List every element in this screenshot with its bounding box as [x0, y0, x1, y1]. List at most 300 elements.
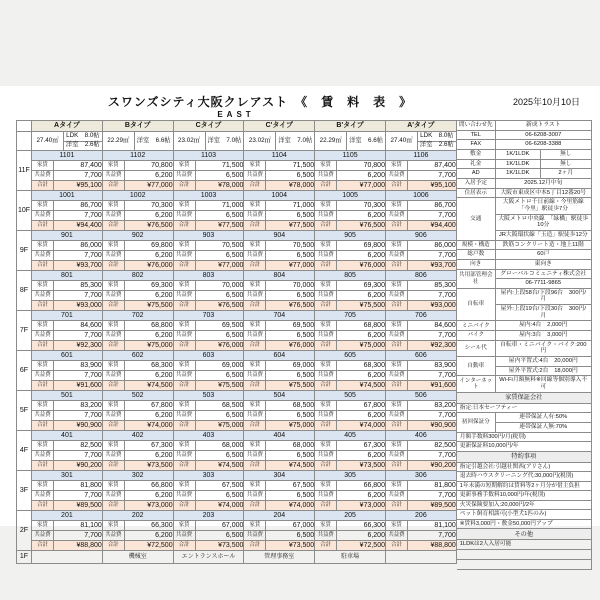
size-layout	[386, 132, 456, 150]
fee-value: 6,500	[266, 411, 315, 421]
fee-row	[17, 491, 457, 501]
sidebar-label: 自転車	[457, 289, 496, 321]
room-number-cell: 401	[32, 431, 103, 441]
type-size-cell	[315, 132, 386, 151]
room-number-row	[17, 271, 457, 281]
fee-label: 共益費	[173, 331, 195, 341]
total-label: 合計	[173, 181, 195, 191]
sidebar-row	[457, 179, 591, 189]
sidebar-row	[457, 413, 591, 432]
fee-value: 6,500	[195, 531, 244, 541]
total-value: ¥90,200	[407, 461, 456, 471]
total-row	[17, 181, 457, 191]
floor-label: 4F	[17, 431, 32, 471]
fee-label: 共益費	[173, 531, 195, 541]
fee-label: 共益費	[385, 291, 407, 301]
rent-value: 67,500	[195, 481, 244, 491]
total-value: ¥89,500	[407, 501, 456, 511]
fee-row	[17, 171, 457, 181]
fee-value: 6,200	[124, 531, 173, 541]
room-number-cell: 602	[102, 351, 173, 361]
room-number-cell: 501	[32, 391, 103, 401]
room-number-cell: 706	[385, 311, 456, 321]
fee-label: 共益費	[32, 411, 54, 421]
sidebar-row	[457, 550, 591, 560]
sidebar-value-line: 屋外:上段19台/下段30台 300円/月	[496, 304, 591, 320]
rent-value: 70,500	[195, 241, 244, 251]
facility-label: 管理事務室	[244, 551, 315, 564]
total-label: 合計	[102, 501, 124, 511]
floor-label: 8F	[17, 271, 32, 311]
total-value: ¥74,500	[337, 381, 386, 391]
sidebar-row	[457, 241, 591, 251]
total-label: 合計	[244, 221, 266, 231]
type-header-row	[17, 121, 457, 132]
total-value: ¥77,000	[195, 261, 244, 271]
floor-label: 2F	[17, 511, 32, 551]
fee-value: 7,700	[54, 371, 103, 381]
rent-label: 家賃	[102, 361, 124, 371]
fee-label: 共益費	[102, 531, 124, 541]
fee-value: 6,200	[124, 171, 173, 181]
sidebar-row	[457, 169, 591, 179]
sidebar-label: 交通	[457, 198, 496, 239]
rent-label: 家賃	[102, 401, 124, 411]
rent-value: 71,500	[195, 161, 244, 171]
total-row	[17, 421, 457, 431]
fee-value: 6,200	[124, 491, 173, 501]
rent-value: 66,800	[124, 481, 173, 491]
sidebar-empty-row	[457, 560, 591, 569]
rent-label: 家賃	[315, 321, 337, 331]
total-value: ¥75,000	[195, 421, 244, 431]
total-label: 合計	[315, 461, 337, 471]
fee-value: 6,500	[266, 331, 315, 341]
fee-value: 7,700	[54, 531, 103, 541]
fee-value: 6,200	[124, 371, 173, 381]
rent-value: 70,300	[337, 201, 386, 211]
sidebar-row	[457, 331, 591, 341]
rent-row	[17, 441, 457, 451]
rent-label: 家賃	[315, 161, 337, 171]
fee-value: 7,700	[54, 251, 103, 261]
sidebar-row	[457, 510, 591, 520]
room-number-cell: 903	[173, 231, 244, 241]
type-size-cell	[385, 132, 456, 151]
total-label: 合計	[173, 501, 195, 511]
sidebar-section-header: 特約事項	[457, 452, 591, 462]
total-row	[17, 221, 457, 231]
layout-line: 洋室 6.6帖	[136, 136, 171, 144]
total-label: 合計	[385, 461, 407, 471]
total-label: 合計	[315, 381, 337, 391]
fee-label: 共益費	[244, 251, 266, 261]
fee-value: 7,700	[54, 411, 103, 421]
fee-value: 6,500	[195, 411, 244, 421]
sidebar-value-lines	[496, 413, 591, 431]
rent-value: 84,600	[407, 321, 456, 331]
room-number-cell: 703	[173, 311, 244, 321]
total-value: ¥75,500	[124, 301, 173, 311]
rent-label: 家賃	[102, 521, 124, 531]
fee-value: 6,200	[124, 331, 173, 341]
room-number-cell: 504	[244, 391, 315, 401]
fee-label: 共益費	[102, 291, 124, 301]
sidebar-value-line: 06-7711-9865	[496, 278, 591, 288]
total-label: 合計	[315, 301, 337, 311]
rent-label: 家賃	[315, 481, 337, 491]
total-label: 合計	[102, 541, 124, 551]
fee-label: 共益費	[32, 531, 54, 541]
sidebar-value: 06-6208-3007	[525, 131, 562, 138]
sidebar-row	[457, 121, 591, 131]
sidebar-row	[457, 560, 591, 569]
sidebar-label: 礼金	[457, 160, 496, 169]
sidebar-row	[457, 520, 591, 530]
rent-value: 67,000	[266, 521, 315, 531]
total-value: ¥74,000	[337, 421, 386, 431]
fee-label: 共益費	[102, 331, 124, 341]
rent-label: 家賃	[32, 441, 54, 451]
sidebar-value: 大阪市東成区中本5丁目12番20号	[500, 189, 587, 196]
fee-label: 共益費	[385, 411, 407, 421]
sidebar-note: 月額手数料300円/月(税別)	[459, 433, 526, 440]
fee-label: 共益費	[385, 251, 407, 261]
fee-row	[17, 371, 457, 381]
rent-row	[17, 481, 457, 491]
rent-value: 68,300	[337, 361, 386, 371]
total-value: ¥73,500	[124, 461, 173, 471]
rent-label: 家賃	[32, 521, 54, 531]
rent-label: 家賃	[32, 161, 54, 171]
rent-value: 70,500	[266, 241, 315, 251]
size-layout	[315, 132, 385, 150]
total-label: 合計	[244, 421, 266, 431]
rent-value: 83,900	[407, 361, 456, 371]
type-size-cell	[32, 132, 103, 151]
rent-label: 家賃	[102, 241, 124, 251]
total-label: 合計	[173, 301, 195, 311]
fee-label: 共益費	[315, 291, 337, 301]
layout-cell	[206, 132, 244, 150]
room-number-cell: 601	[32, 351, 103, 361]
rent-label: 家賃	[32, 201, 54, 211]
fee-value: 6,500	[195, 491, 244, 501]
rent-value: 67,300	[124, 441, 173, 451]
sidebar-value-lines	[496, 357, 591, 375]
fee-value: 6,500	[195, 291, 244, 301]
sidebar-note: 指定引越会社:引越社関西(アリさん)	[459, 463, 551, 470]
rent-value: 81,100	[407, 521, 456, 531]
sidebar-value: 屋内:3台 3,000円	[519, 332, 568, 339]
layout-line: LDK 8.0帖	[420, 131, 454, 139]
room-number-cell: 303	[173, 471, 244, 481]
total-label: 合計	[244, 341, 266, 351]
fee-value: 7,700	[407, 451, 456, 461]
room-number-cell: 306	[385, 471, 456, 481]
sidebar-value: 自転車・ミニバイク・バイク:200円	[500, 341, 587, 355]
fee-value: 7,700	[54, 451, 103, 461]
fee-value: 7,700	[407, 411, 456, 421]
sidebar-value: Wi-Fi月額無料※回線等個別導入不可	[499, 377, 588, 391]
sidebar-value: 2025.12月中旬	[524, 179, 563, 186]
fee-label: 共益費	[315, 491, 337, 501]
sidebar-value-line: 屋外平置式:2台 18,000円	[496, 366, 591, 376]
total-value: ¥73,500	[266, 541, 315, 551]
room-number-cell: 202	[102, 511, 173, 521]
fee-label: 共益費	[315, 211, 337, 221]
sidebar-row	[457, 260, 591, 270]
rent-label: 家賃	[244, 161, 266, 171]
fee-value: 6,500	[195, 251, 244, 261]
room-number-cell: 206	[385, 511, 456, 521]
room-number-row	[17, 431, 457, 441]
room-number-cell: 502	[102, 391, 173, 401]
room-number-cell: 1102	[102, 151, 173, 161]
total-label: 合計	[102, 341, 124, 351]
rent-row	[17, 401, 457, 411]
fee-label: 共益費	[244, 291, 266, 301]
total-label: 合計	[385, 421, 407, 431]
fee-label: 共益費	[102, 211, 124, 221]
room-number-cell: 505	[315, 391, 386, 401]
total-label: 合計	[102, 181, 124, 191]
fee-value: 6,500	[195, 371, 244, 381]
sidebar-row	[457, 376, 591, 392]
fee-label: 共益費	[385, 491, 407, 501]
rent-value: 83,900	[54, 361, 103, 371]
type-header: Cタイプ	[173, 121, 244, 132]
total-value: ¥73,500	[337, 461, 386, 471]
rent-label: 家賃	[315, 441, 337, 451]
fee-label: 共益費	[32, 451, 54, 461]
date-label: 2025年10月10日	[512, 97, 580, 107]
fee-label: 共益費	[173, 491, 195, 501]
fee-label: 共益費	[315, 171, 337, 181]
fee-label: 共益費	[102, 411, 124, 421]
total-value: ¥77,000	[124, 181, 173, 191]
type-header: Bタイプ	[102, 121, 173, 132]
sidebar-row	[457, 501, 591, 511]
fee-value: 6,500	[195, 171, 244, 181]
fee-label: 共益費	[244, 371, 266, 381]
sidebar-value-line: グローバルコミュニティ株式会社	[500, 270, 587, 277]
rent-value: 87,400	[54, 161, 103, 171]
fee-value: 6,200	[124, 251, 173, 261]
fee-label: 共益費	[102, 491, 124, 501]
fee-label: 共益費	[173, 171, 195, 181]
total-label: 合計	[244, 461, 266, 471]
floor-label: 6F	[17, 351, 32, 391]
fee-label: 共益費	[32, 331, 54, 341]
area-cell: 22.29㎡	[103, 132, 135, 150]
type-header: A'タイプ	[385, 121, 456, 132]
price-table	[16, 120, 457, 564]
room-number-cell: 605	[315, 351, 386, 361]
floor-label: 5F	[17, 391, 32, 431]
total-value: ¥89,500	[54, 501, 103, 511]
fee-row	[17, 291, 457, 301]
sidebar-note: 指定:日本セーフティー	[459, 404, 518, 411]
rent-label: 家賃	[244, 401, 266, 411]
fee-label: 共益費	[315, 531, 337, 541]
total-label: 合計	[32, 421, 54, 431]
floor-label: 10F	[17, 191, 32, 231]
fee-value: 6,200	[337, 491, 386, 501]
total-value: ¥73,500	[195, 541, 244, 551]
floor-label: 11F	[17, 151, 32, 191]
sidebar-label: 入居予定	[457, 179, 496, 188]
total-value: ¥75,500	[195, 381, 244, 391]
total-value: ¥90,200	[54, 461, 103, 471]
rent-label: 家賃	[385, 521, 407, 531]
total-value: ¥91,600	[54, 381, 103, 391]
total-label: 合計	[102, 421, 124, 431]
rent-value: 70,800	[337, 161, 386, 171]
rent-row	[17, 321, 457, 331]
content-area	[16, 120, 600, 570]
fee-label: 共益費	[244, 491, 266, 501]
sidebar-note: 更新事務手数料10,000円/年(税別)	[459, 492, 546, 499]
total-value: ¥77,000	[266, 261, 315, 271]
rent-label: 家賃	[385, 281, 407, 291]
sidebar-row	[457, 198, 591, 240]
rent-value: 69,000	[195, 361, 244, 371]
rent-label: 家賃	[244, 321, 266, 331]
type-size-cell	[102, 132, 173, 151]
facility-label	[385, 551, 456, 564]
room-number-cell: 1001	[32, 191, 103, 201]
room-number-cell: 902	[102, 231, 173, 241]
sidebar-value-lines	[496, 270, 591, 288]
room-number-cell: 404	[244, 431, 315, 441]
total-value: ¥94,400	[407, 221, 456, 231]
floor-label: 7F	[17, 311, 32, 351]
layout-line: 洋室 6.6帖	[349, 136, 384, 144]
sidebar-row	[457, 452, 591, 463]
rent-label: 家賃	[102, 441, 124, 451]
sidebar-row	[457, 160, 591, 170]
total-value: ¥75,000	[124, 341, 173, 351]
rent-row	[17, 241, 457, 251]
room-number-cell: 606	[385, 351, 456, 361]
rent-row	[17, 281, 457, 291]
total-value: ¥77,500	[266, 221, 315, 231]
rent-value: 70,000	[195, 281, 244, 291]
sidebar-value: 無し	[559, 150, 572, 157]
total-row	[17, 541, 457, 551]
fee-value: 6,500	[195, 211, 244, 221]
total-value: ¥78,000	[266, 181, 315, 191]
rent-value: 68,000	[266, 441, 315, 451]
total-value: ¥94,400	[54, 221, 103, 231]
fee-value: 6,200	[337, 531, 386, 541]
room-number-cell: 702	[102, 311, 173, 321]
area-cell: 23.02㎡	[174, 132, 206, 150]
fee-label: 共益費	[173, 451, 195, 461]
fee-label: 共益費	[385, 331, 407, 341]
fee-value: 6,200	[337, 171, 386, 181]
rent-label: 家賃	[315, 281, 337, 291]
total-value: ¥88,800	[407, 541, 456, 551]
total-label: 合計	[315, 261, 337, 271]
fee-row	[17, 211, 457, 221]
room-number-cell: 805	[315, 271, 386, 281]
sidebar-row	[457, 404, 591, 414]
type-size-row	[17, 132, 457, 151]
sidebar-row	[457, 463, 591, 473]
rent-label: 家賃	[315, 401, 337, 411]
rent-value: 69,800	[337, 241, 386, 251]
rent-label: 家賃	[173, 361, 195, 371]
rent-label: 家賃	[32, 401, 54, 411]
total-label: 合計	[315, 421, 337, 431]
room-number-cell: 803	[173, 271, 244, 281]
room-number-cell: 1003	[173, 191, 244, 201]
price-table-body	[17, 121, 457, 564]
area-cell: 22.29㎡	[315, 132, 347, 150]
total-value: ¥92,300	[54, 341, 103, 351]
total-value: ¥88,800	[54, 541, 103, 551]
rent-value: 68,500	[195, 401, 244, 411]
total-value: ¥73,000	[124, 501, 173, 511]
total-value: ¥78,000	[195, 181, 244, 191]
rent-value: 81,800	[407, 481, 456, 491]
room-number-cell: 802	[102, 271, 173, 281]
fee-value: 7,700	[407, 171, 456, 181]
sidebar-condition: 1K/1LDK	[496, 160, 541, 169]
sidebar-row	[457, 357, 591, 376]
rent-value: 71,000	[195, 201, 244, 211]
sidebar-label: 総戸数	[457, 250, 496, 259]
rent-value: 69,800	[124, 241, 173, 251]
facility-label: 駐車場	[315, 551, 386, 564]
fee-value: 6,500	[266, 451, 315, 461]
floor-label: 3F	[17, 471, 32, 511]
sidebar-row	[457, 270, 591, 289]
fee-label: 共益費	[315, 451, 337, 461]
rent-label: 家賃	[244, 521, 266, 531]
room-number-row	[17, 231, 457, 241]
rent-label: 家賃	[32, 281, 54, 291]
room-number-cell: 804	[244, 271, 315, 281]
sidebar-value: 2ヶ月	[558, 170, 574, 177]
total-row	[17, 301, 457, 311]
room-number-cell: 1005	[315, 191, 386, 201]
total-row	[17, 501, 457, 511]
rent-value: 81,800	[54, 481, 103, 491]
fee-label: 共益費	[315, 331, 337, 341]
document-header	[0, 86, 600, 110]
total-label: 合計	[173, 381, 195, 391]
facility-label: 機械室	[102, 551, 173, 564]
rent-label: 家賃	[173, 201, 195, 211]
sidebar-value-line: 屋内:上段58台/下段96台 300円/月	[500, 289, 586, 303]
fee-label: 共益費	[173, 291, 195, 301]
room-number-cell: 806	[385, 271, 456, 281]
sidebar-label: 向き	[457, 260, 496, 269]
sidebar-row	[457, 150, 591, 160]
rent-row	[17, 521, 457, 531]
rent-value: 67,800	[124, 401, 173, 411]
rent-label: 家賃	[173, 441, 195, 451]
layout-cell	[64, 132, 102, 150]
rent-value: 71,000	[266, 201, 315, 211]
total-label: 合計	[173, 341, 195, 351]
fee-value: 6,200	[124, 451, 173, 461]
fee-row	[17, 451, 457, 461]
layout-cell	[418, 132, 456, 150]
